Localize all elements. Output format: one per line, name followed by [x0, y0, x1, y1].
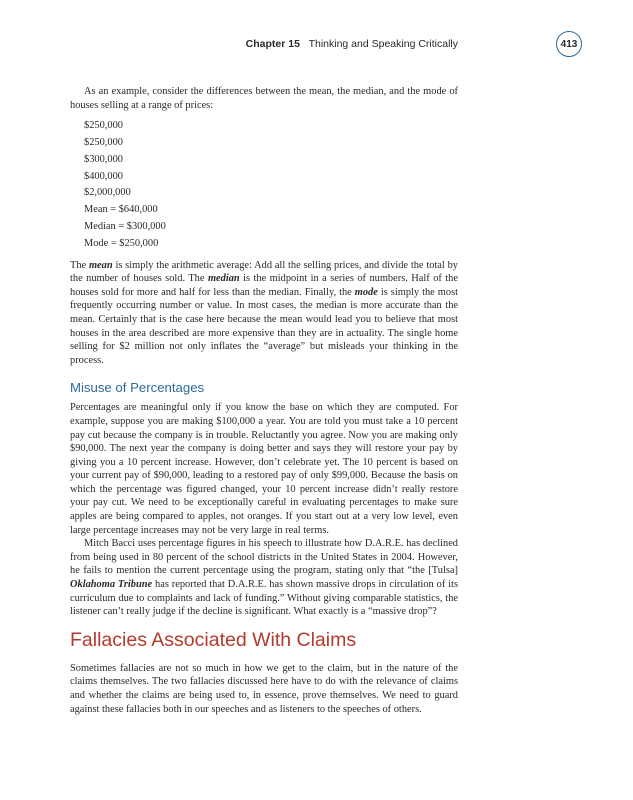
running-head — [70, 38, 458, 50]
text-run: The — [70, 259, 89, 271]
term-mode: mode — [354, 286, 378, 298]
percentages-paragraph: Percentages are meaningful only if you know the base on which they are computed. For example, suppose you are making $100,000 a year. You are told you must take a 10 percent pay cut because the company is in trouble. Reluctantly you agree. Now you are making only $90,000. The next year the company is doing better and says they will restore your pay by giving you a 10 percent increase. However, don’t celebrate yet. The 10 percent is based on your current pay of $90,000, leading to a restored pay of only $99,000. Because the basis on which the percentage was figured changed, your 10 percent increase didn’t really restore your pay cut. We need to be exceptionally careful in evaluating percentages to make sure apples are being compared to apples, not oranges. If you start out at a very low level, even large percentage increases may not be very large in real terms. — [70, 402, 458, 536]
list-item: Mean = $640,000 — [84, 204, 158, 216]
fallacies-paragraph: Sometimes fallacies are not so much in how we get to the claim, but in the nature of the claims themselves. The two fallacies discussed here have to do with the relevance of claims and whether the claims are being used to, in essence, prove themselves. We need to guard against these fallacies both in our speeches and as listeners to the speeches of others. — [70, 662, 458, 715]
section-heading-fallacies: Fallacies Associated With Claims — [70, 628, 357, 651]
chapter-label: Chapter 15 — [245, 38, 300, 50]
list-item: $400,000 — [84, 170, 123, 182]
section-heading-percentages: Misuse of Percentages — [70, 380, 205, 396]
page-body — [70, 85, 458, 716]
text-run: has reported that D.A.R.E. has shown massive drops in circulation of its curriculum due to complaints and lack of funding.” Without giving comparable statistics, the listener can’t really judge if the decline is significant. What exactly is a “massive drop”? — [70, 579, 458, 618]
list-item: $250,000 — [84, 120, 123, 132]
list-item: $250,000 — [84, 136, 123, 148]
intro-paragraph: As an example, consider the differences between the mean, the median, and the mode of houses selling at a range of prices: — [70, 86, 458, 111]
text-run: Mitch Bacci uses percentage figures in his speech to illustrate how D.A.R.E. has declined from being used in 80 percent of the school districts in the United States in 2004. However, he fails to mention the current percentage using the program, stating only that “the [Tulsa] — [70, 538, 458, 577]
term-mean: mean — [88, 259, 113, 271]
page-number-badge: 413 — [556, 31, 582, 57]
list-item: Mode = $250,000 — [84, 237, 159, 249]
text-run: is simply the most frequently occurring number or value. In most cases, the median is more accurate than the mean. Certainly that is the case here because the mean would lead you to believe that most houses in the area described are more expensive than they are in actuality. The single home selling for $2 million not only inflates the “average” but misleads your thinking in the process. — [70, 286, 459, 366]
text-run: is simply the arithmetic average: Add all the selling prices, and divide the total by the number of houses sold. The — [70, 259, 458, 285]
averages-paragraph — [70, 259, 458, 368]
term-median: median — [207, 273, 240, 285]
list-item: Median = $300,000 — [84, 220, 166, 232]
list-item: $300,000 — [84, 153, 123, 165]
list-item: $2,000,000 — [84, 187, 131, 199]
price-list — [84, 118, 458, 252]
text-run: is the midpoint in a series of numbers. Half of the houses sold for more and half for less than the median. Finally, the — [70, 273, 458, 298]
publication-title: Oklahoma Tribune — [70, 579, 153, 591]
chapter-title: Thinking and Speaking Critically — [308, 38, 458, 50]
bacci-paragraph — [70, 537, 458, 619]
